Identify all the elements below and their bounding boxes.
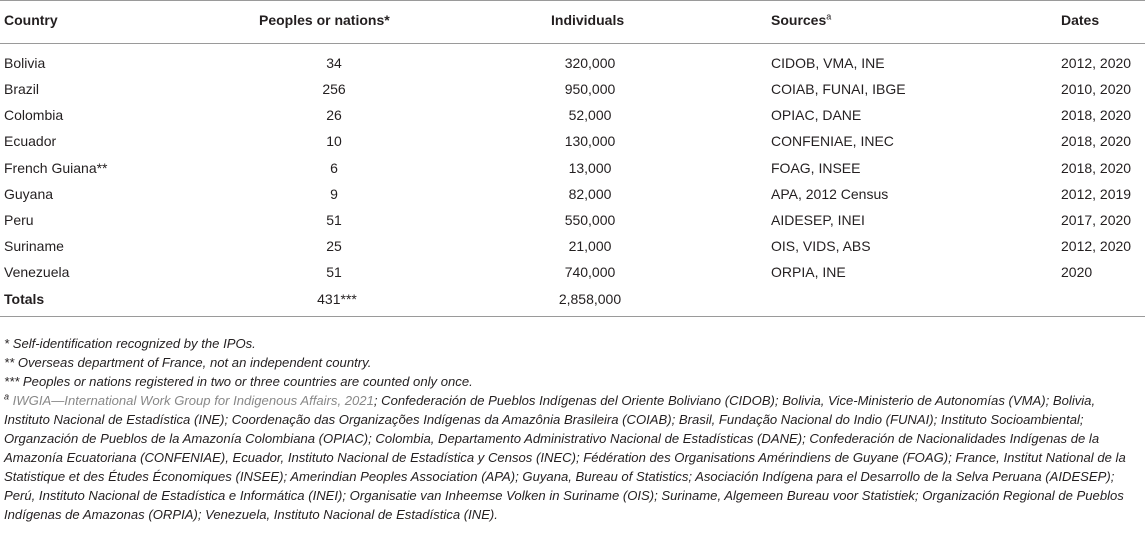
- cell-dates: 2012, 2020: [1061, 238, 1132, 255]
- table-row: [0, 233, 1145, 259]
- footnote-self-identification: * Self-identification recognized by the IPOs.: [4, 336, 256, 351]
- cell-dates: 2012, 2019: [1061, 185, 1132, 202]
- cell-individuals: 52,000: [568, 107, 612, 124]
- table-row: [0, 207, 1145, 233]
- totals-dates-empty: [1061, 286, 1145, 317]
- cell-dates: 2012, 2020: [1061, 55, 1132, 71]
- cell-peoples: 34: [326, 55, 342, 71]
- cell-dates: 2018, 2020: [1061, 107, 1132, 124]
- totals-peoples: 431***: [259, 286, 409, 317]
- cell-sources: ORPIA, INE: [771, 264, 846, 281]
- cell-dates: 2010, 2020: [1061, 81, 1132, 98]
- totals-row: [0, 286, 1145, 317]
- cell-country: Brazil: [4, 81, 40, 98]
- cell-sources: OPIAC, DANE: [771, 107, 862, 124]
- cell-country: Guyana: [4, 185, 54, 202]
- header-individuals: Individuals: [409, 1, 771, 44]
- cell-peoples: 51: [326, 212, 342, 229]
- footnote-sources: [4, 391, 1142, 524]
- cell-sources: CONFENIAE, INEC: [771, 133, 894, 150]
- table-row: [0, 155, 1145, 181]
- cell-sources: AIDESEP, INEI: [771, 212, 865, 229]
- cell-individuals: 13,000: [568, 159, 612, 176]
- cell-country: Peru: [4, 212, 34, 229]
- cell-peoples: 9: [330, 185, 338, 202]
- footnote-registered-peoples: *** Peoples or nations registered in two or three countries are counted only once.: [4, 374, 473, 389]
- header-dates: Dates: [1061, 1, 1145, 44]
- cell-dates: 2018, 2020: [1061, 159, 1132, 176]
- header-peoples: Peoples or nations*: [259, 1, 409, 44]
- cell-dates: 2018, 2020: [1061, 133, 1132, 150]
- cell-sources: COIAB, FUNAI, IBGE: [771, 81, 906, 98]
- cell-individuals: 740,000: [564, 264, 616, 281]
- footnote-source-text: ; Confederación de Pueblos Indígenas del Oriente Boliviano (CIDOB); Bolivia, Vice-Ministerio de Autonomías (VMA); Bolivia, Instituto Nacional de Estadística (INE); Coordenação das Organizações Indígenas da Amazônia Brasileira (COIAB); Brasil, Fundação Nacional do Indio (FUNAI); Instituto Socioambiental; Organzación de Pueblos de la Amazonía Colombiana (OPIAC); Colombia, Departamento Administrativo Nacional de Estadísticas (DANE); Confederación de Nacionalidades Indígenas de la Amazonía Ecuatoriana (CONFENIAE), Ecuador, Instituto Nacional de Estadística y Censos (INEC); Fédération des Organisations Amérindiens de Guyane (FOAG); France, Institut National de la Statistique et des Études Économiques (INSEE); Amerindian Peoples Association (APA); Guyana, Bureau of Statistics; Asociación Indígena para el Desarrollo de la Selva Peruana (AIDESEP); Perú, Instituto Nacional de Estadística e Informática (INEI); Organisatie van Inheemse Volken in Suriname (OIS); Suriname, Algemeen Bureau voor Statistiek; Organización Regional de Pueblos Indígenas de Amazonas (ORPIA); Venezuela, Instituto Nacional de Estadística (INE).: [4, 393, 1126, 522]
- cell-peoples: 256: [322, 81, 346, 98]
- cell-peoples: 51: [326, 264, 342, 281]
- cell-country: Bolivia: [4, 55, 46, 71]
- table-body: [0, 44, 1145, 317]
- cell-country: Colombia: [4, 107, 64, 124]
- totals-individuals: 2,858,000: [409, 286, 771, 317]
- table-row: [0, 76, 1145, 102]
- cell-country: Suriname: [4, 238, 64, 255]
- table-row: [0, 102, 1145, 128]
- cell-sources: OIS, VIDS, ABS: [771, 238, 871, 255]
- cell-sources: FOAG, INSEE: [771, 159, 861, 176]
- cell-sources: APA, 2012 Census: [771, 185, 889, 202]
- totals-label: Totals: [0, 286, 259, 317]
- cell-country: Ecuador: [4, 133, 57, 150]
- cell-peoples: 26: [326, 107, 342, 124]
- table-row: [0, 44, 1145, 77]
- header-sources: Sources$^a$: [771, 1, 1061, 44]
- cell-peoples: 25: [326, 238, 342, 255]
- cell-peoples: 10: [326, 133, 342, 150]
- table-footnotes: [4, 334, 1142, 524]
- cell-individuals: 130,000: [564, 133, 616, 150]
- cell-individuals: 82,000: [568, 185, 612, 202]
- cell-dates: 2020: [1061, 264, 1093, 281]
- iwgia-reference-link[interactable]: IWGIA—International Work Group for Indigenous Affairs, 2021: [12, 393, 374, 408]
- cell-individuals: 320,000: [564, 55, 616, 71]
- cell-individuals: 550,000: [564, 212, 616, 229]
- cell-individuals: 950,000: [564, 81, 616, 98]
- cell-country: French Guiana**: [4, 159, 108, 176]
- cell-individuals: 21,000: [568, 238, 612, 255]
- header-country: Country: [0, 1, 259, 44]
- totals-sources-empty: [771, 286, 1061, 317]
- footnote-overseas-department: ** Overseas department of France, not an independent country.: [4, 355, 372, 370]
- sources-footnote-marker: a: [826, 11, 832, 22]
- table-header-row: [0, 1, 1145, 44]
- cell-peoples: 6: [330, 159, 338, 176]
- table-row: [0, 128, 1145, 154]
- table-row: [0, 259, 1145, 285]
- cell-sources: CIDOB, VMA, INE: [771, 55, 885, 71]
- cell-dates: 2017, 2020: [1061, 212, 1132, 229]
- cell-country: Venezuela: [4, 264, 70, 281]
- footnote-source-marker: a: [4, 391, 10, 402]
- table-row: [0, 181, 1145, 207]
